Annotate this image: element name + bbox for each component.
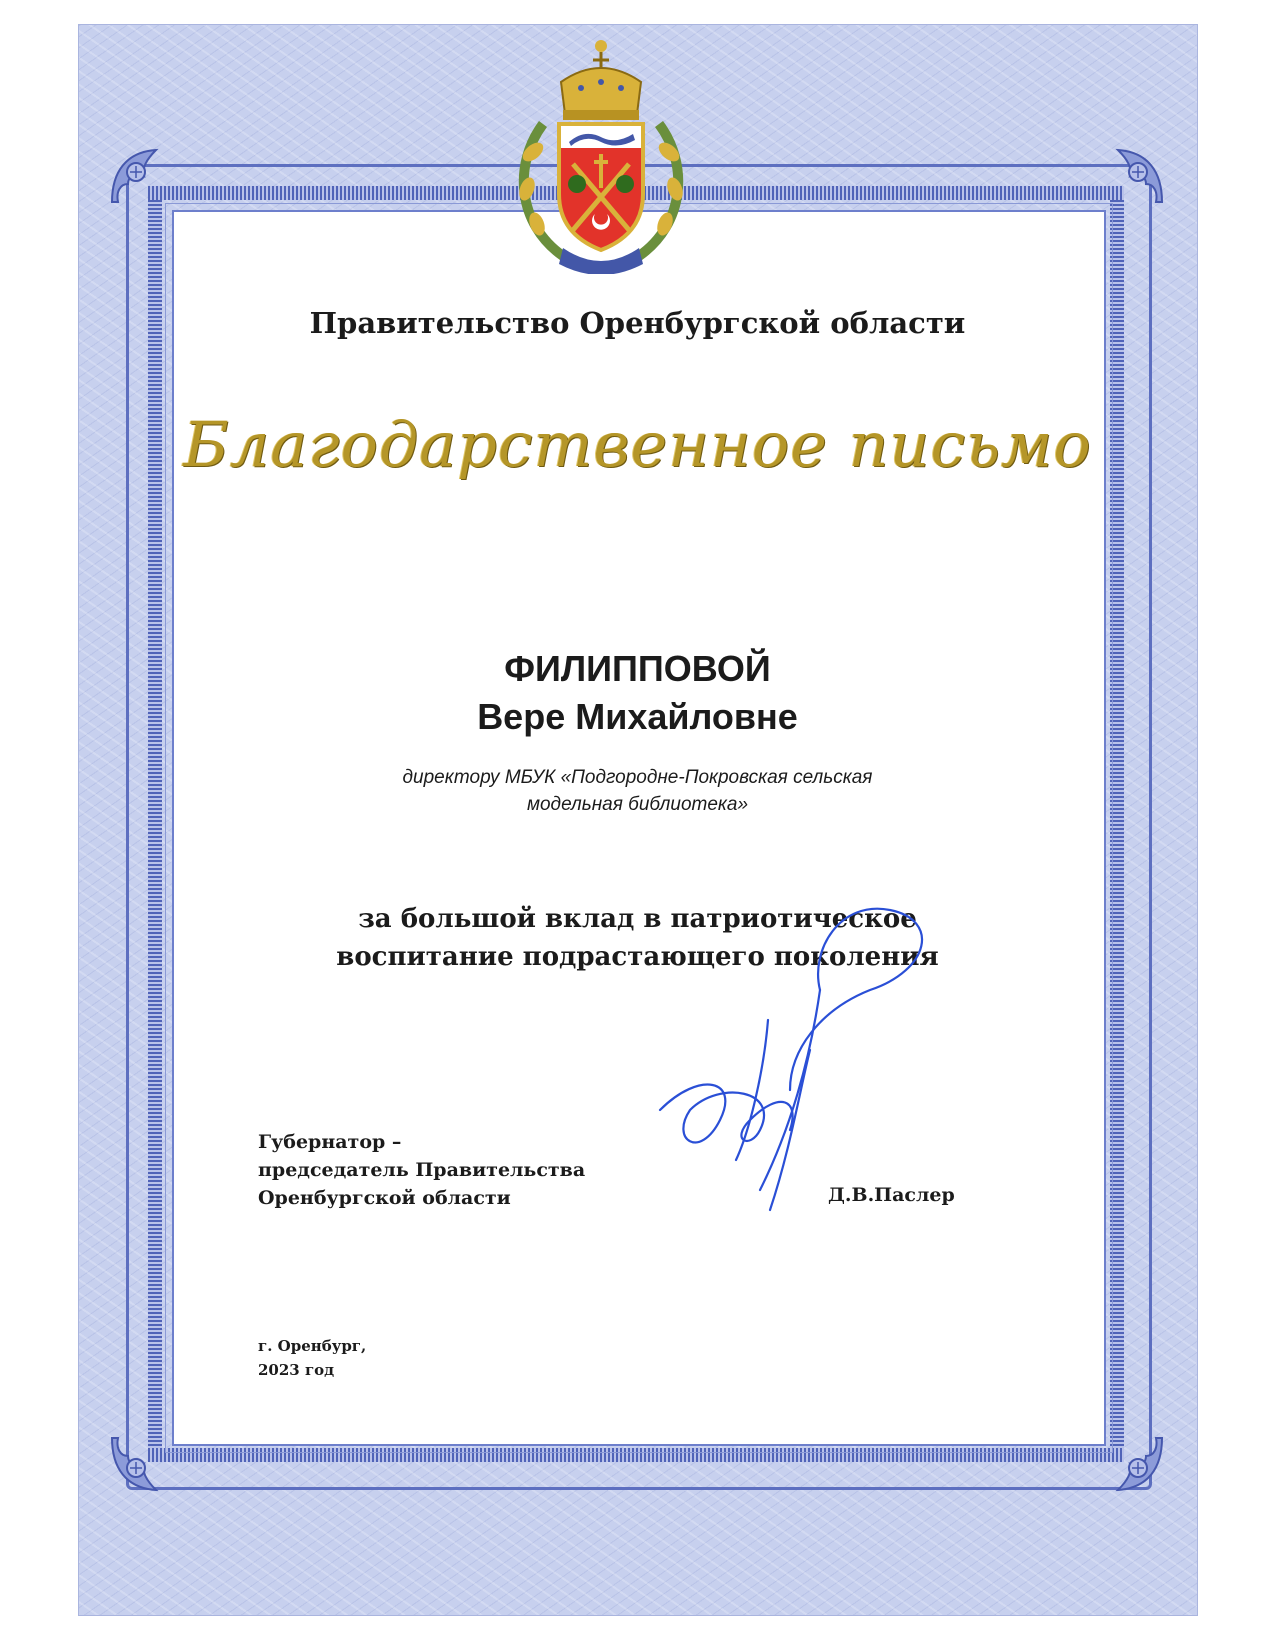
year: 2023 год: [258, 1361, 335, 1379]
ornamental-shell-corner-icon: [106, 1432, 172, 1498]
place-and-date: [258, 1334, 366, 1382]
certificate-sheet: [78, 24, 1198, 1616]
recipient-position-line: модельная библиотека»: [526, 794, 749, 815]
city: г. Оренбург,: [258, 1337, 367, 1355]
issuer-heading: Правительство Оренбургской области: [309, 306, 966, 340]
ornamental-shell-corner-icon: [1102, 142, 1168, 208]
recipient-position: [0, 764, 1275, 818]
recipient-name: Вере Михайловне: [477, 696, 798, 737]
inner-white-panel: [172, 210, 1106, 1446]
recipient-surname: ФИЛИППОВОЙ: [504, 648, 771, 689]
ornamental-shell-corner-icon: [1102, 1432, 1168, 1498]
handwritten-signature-icon: [640, 890, 940, 1220]
signatory-title: [258, 1128, 585, 1212]
award-reason-line: за большой вклад в патриотическое: [358, 904, 917, 934]
award-reason: [0, 900, 1275, 976]
award-reason-line: воспитание подрастающего поколения: [336, 942, 939, 972]
recipient-position-line: директору МБУК «Подгородне-Покровская сельская: [402, 767, 873, 788]
ornamental-shell-corner-icon: [106, 142, 172, 208]
document-title: Благодарственное письмо: [183, 408, 1092, 481]
signatory-name: Д.В.Паслер: [828, 1184, 955, 1206]
signatory-title-line: председатель Правительства: [258, 1159, 586, 1181]
signatory-title-line: Губернатор –: [258, 1131, 402, 1153]
signatory-title-line: Оренбургской области: [258, 1187, 511, 1209]
oblast-coat-of-arms-icon: [503, 24, 699, 274]
